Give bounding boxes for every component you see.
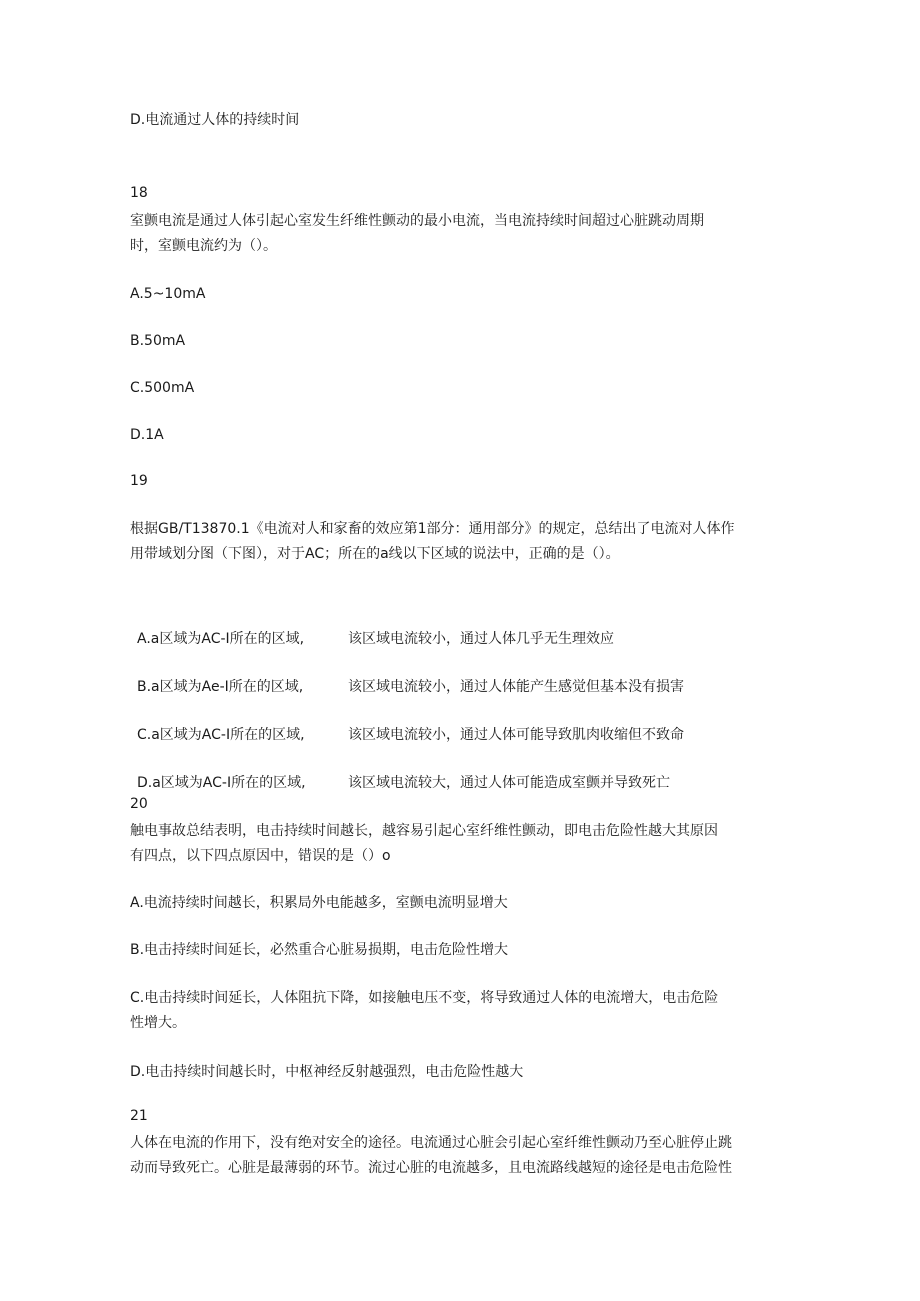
q19-number: 19 xyxy=(130,473,148,489)
q20-stem-line1: 触电事故总结表明，电击持续时间越长，越容易引起心室纤维性颤动，即电击危险性越大其原因 xyxy=(130,823,718,839)
q20-option-d: D.电击持续时间越长时，中枢神经反射越强烈，电击危险性越大 xyxy=(130,1064,524,1080)
q18-option-a: A.5~10mA xyxy=(130,286,206,302)
q20-option-c-line2: 性增大。 xyxy=(130,1015,186,1031)
q19-option-c-right: 该区域电流较小，通过人体可能导致肌肉收缩但不致命 xyxy=(348,727,684,743)
q20-option-a: A.电流持续时间越长，积累局外电能越多，室颤电流明显增大 xyxy=(130,895,508,911)
q18-option-b: B.50mA xyxy=(130,333,186,349)
q17-option-d: D.电流通过人体的持续时间 xyxy=(130,112,300,128)
q19-option-b-right: 该区域电流较小，通过人体能产生感觉但基本没有损害 xyxy=(348,679,684,695)
q19-option-d-right: 该区域电流较大，通过人体可能造成室颤并导致死亡 xyxy=(348,775,670,791)
q18-option-d: D.1A xyxy=(130,427,164,443)
q20-stem-line2: 有四点，以下四点原因中，错误的是（）o xyxy=(130,848,391,864)
q20-option-c-line1: C.电击持续时间延长，人体阻抗下降，如接触电压不变，将导致通过人体的电流增大，电击危险 xyxy=(130,990,719,1006)
q21-stem-line2: 动而导致死亡。心脏是最薄弱的环节。流过心脏的电流越多，且电流路线越短的途径是电击危险性 xyxy=(130,1160,732,1176)
q19-option-a-right: 该区域电流较小，通过人体几乎无生理效应 xyxy=(348,631,614,647)
q18-stem-line1: 室颤电流是通过人体引起心室发生纤维性颤动的最小电流，当电流持续时间超过心脏跳动周期 xyxy=(130,213,704,229)
q19-option-a-left: A.a区域为AC-I所在的区域, xyxy=(137,631,305,647)
q19-stem-line1: 根据GB/T13870.1《电流对人和家畜的效应第1部分：通用部分》的规定，总结出了电流对人体作 xyxy=(130,521,735,537)
q18-option-c: C.500mA xyxy=(130,380,195,396)
q19-stem-line2: 用带域划分图（下图），对于AC；所在的a线以下区域的说法中，正确的是（）。 xyxy=(130,546,620,562)
q18-stem-line2: 时，室颤电流约为（）。 xyxy=(130,238,277,254)
q19-option-c-left: C.a区域为AC-I所在的区域, xyxy=(137,727,305,743)
q21-number: 21 xyxy=(130,1108,148,1124)
q18-number: 18 xyxy=(130,185,148,201)
q19-option-d-left: D.a区域为AC-I所在的区域, xyxy=(137,775,306,791)
q20-number: 20 xyxy=(130,796,148,812)
q20-option-b: B.电击持续时间延长，必然重合心脏易损期，电击危险性增大 xyxy=(130,942,509,958)
q21-stem-line1: 人体在电流的作用下，没有绝对安全的途径。电流通过心脏会引起心室纤维性颤动乃至心脏停止跳 xyxy=(130,1135,732,1151)
q19-option-b-left: B.a区域为Ae-I所在的区域, xyxy=(137,679,304,695)
